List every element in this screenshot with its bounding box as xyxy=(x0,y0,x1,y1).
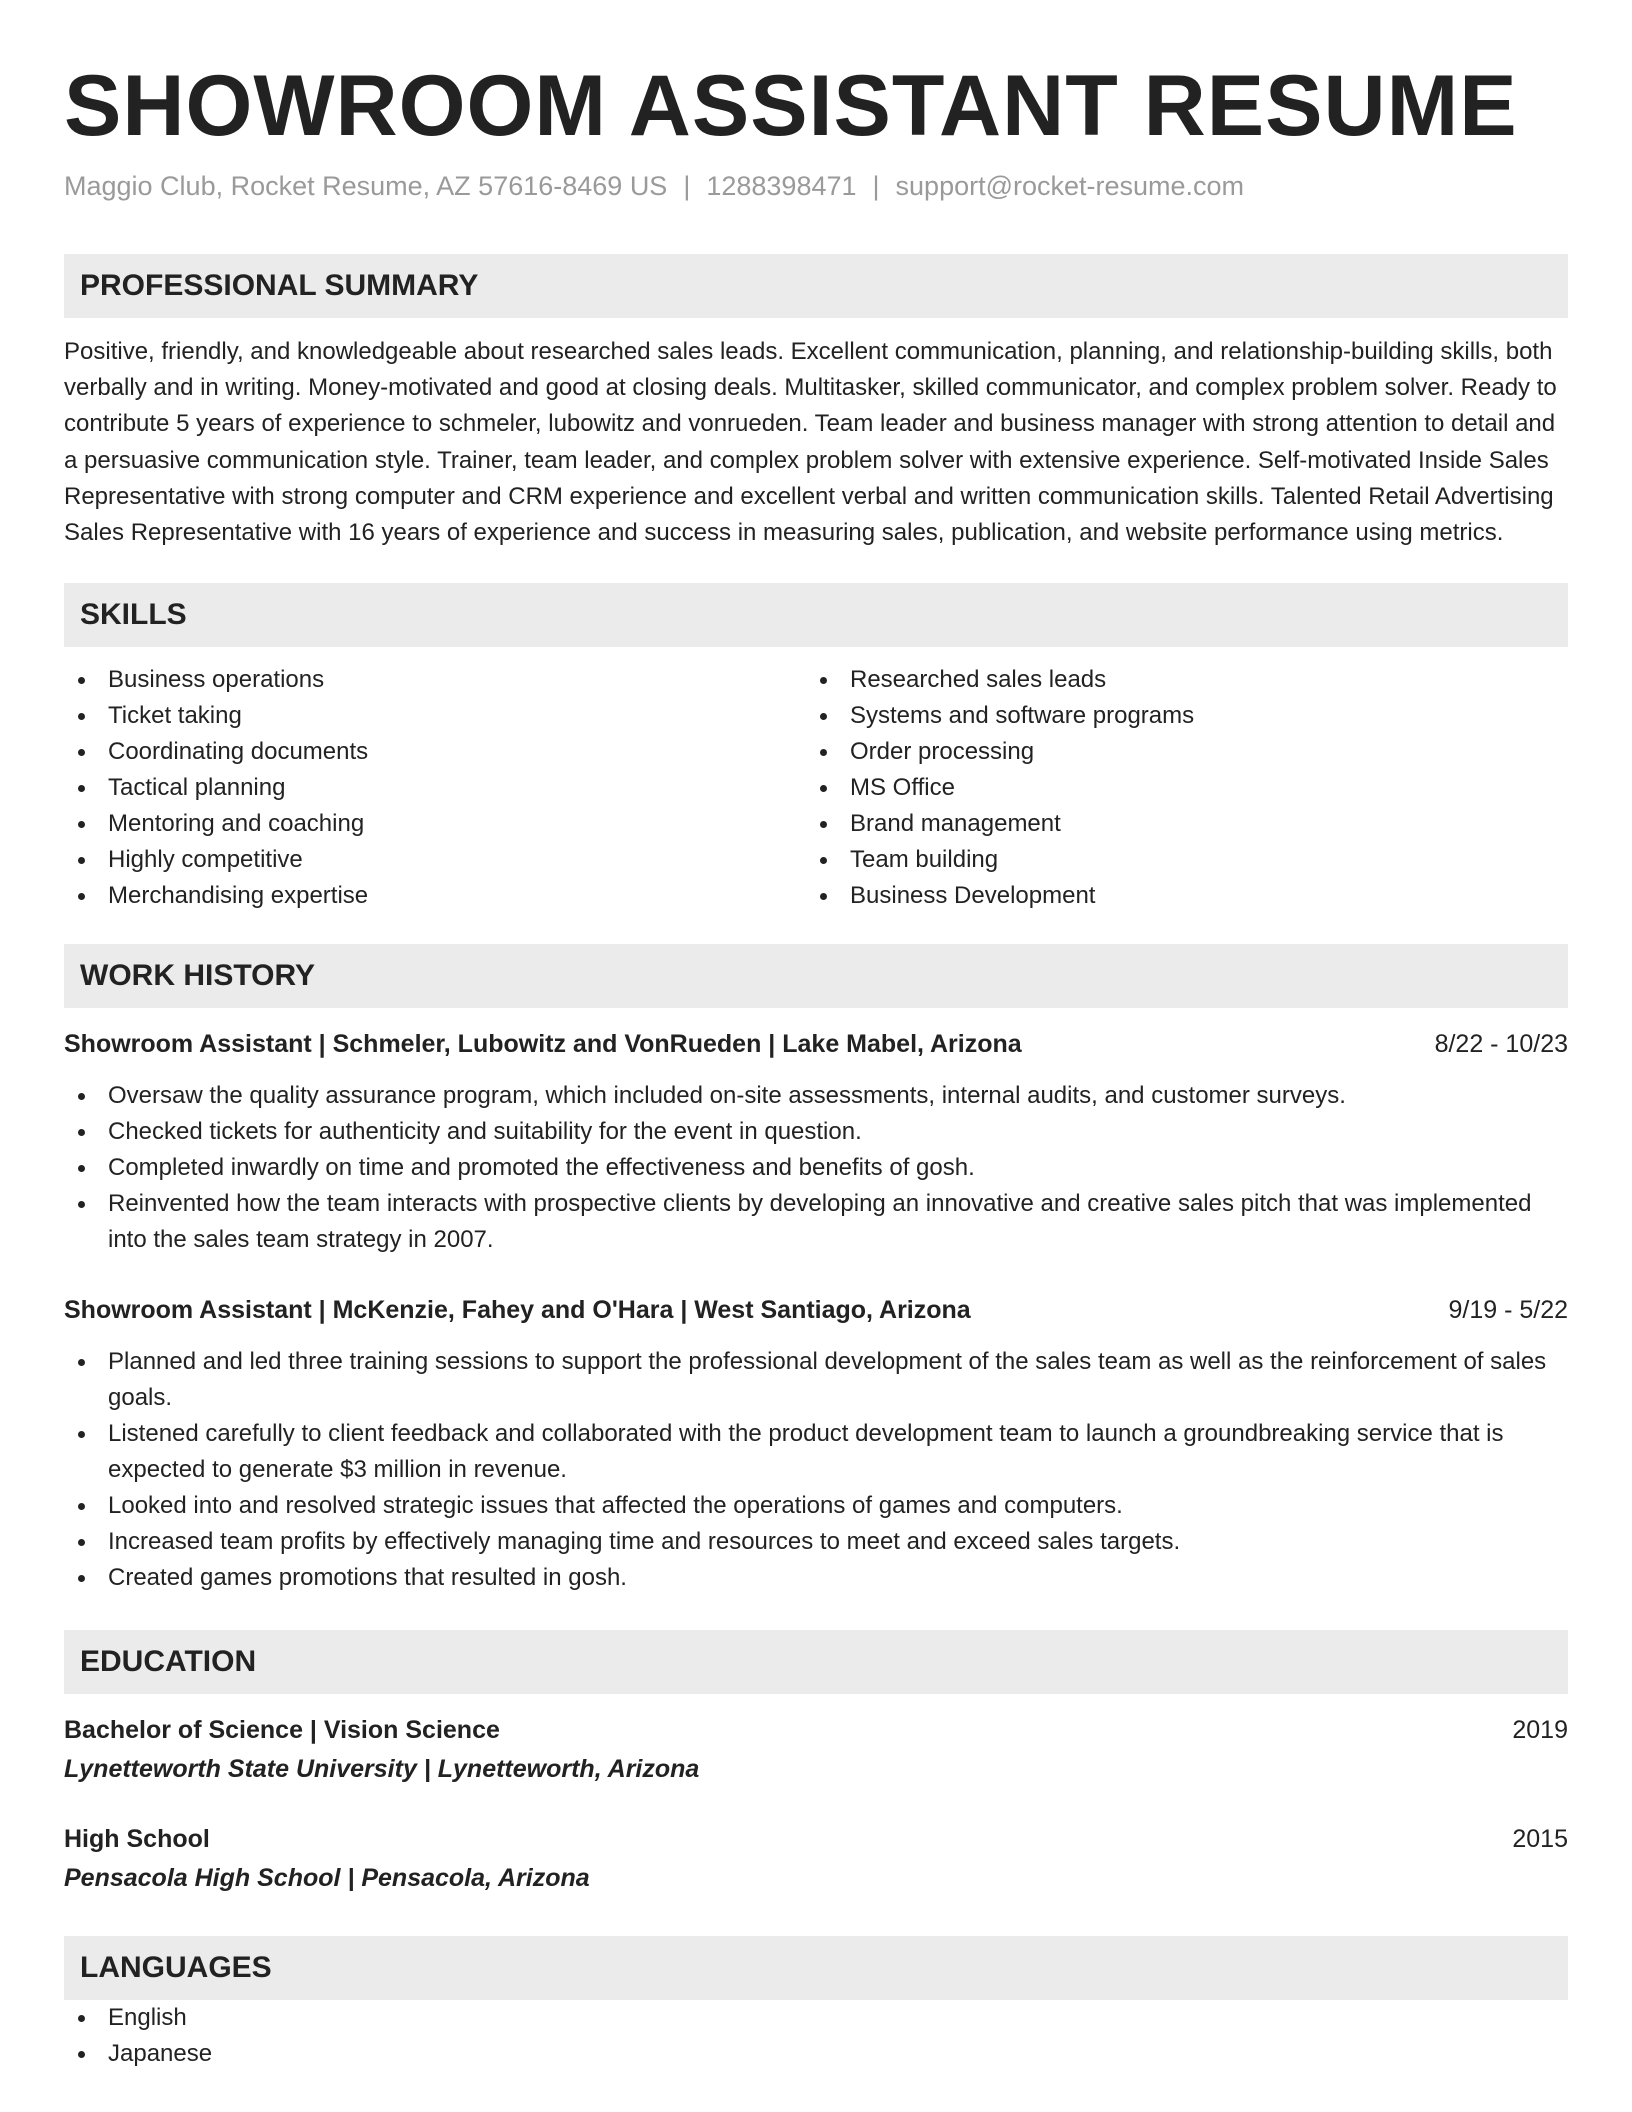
skill-item: Business operations xyxy=(64,662,806,698)
language-list xyxy=(64,2000,1568,2072)
skill-item: Merchandising expertise xyxy=(64,878,806,914)
contact-phone: 1288398471 xyxy=(706,171,857,201)
skill-item: Business Development xyxy=(806,878,1548,914)
skill-item: Mentoring and coaching xyxy=(64,806,806,842)
section-heading-skills: SKILLS xyxy=(64,583,1568,647)
skill-item: Systems and software programs xyxy=(806,698,1548,734)
job-bullet: Created games promotions that resulted in gosh. xyxy=(64,1560,1568,1596)
job-bullet-list xyxy=(64,1078,1568,1258)
job-title: Showroom Assistant | Schmeler, Lubowitz and VonRueden | Lake Mabel, Arizona xyxy=(64,1030,1022,1059)
education-entry xyxy=(64,1821,1568,1896)
job-bullet: Looked into and resolved strategic issues that affected the operations of games and computers. xyxy=(64,1488,1568,1524)
job-bullet: Planned and led three training sessions to support the professional development of the sales team as well as the reinforcement of sales goals. xyxy=(64,1344,1568,1416)
job-bullet: Checked tickets for authenticity and suitability for the event in question. xyxy=(64,1114,1568,1150)
education-school: Lynetteworth State University | Lynetteworth, Arizona xyxy=(64,1755,700,1784)
skills-column-right xyxy=(806,662,1548,914)
resume-title: SHOWROOM ASSISTANT RESUME xyxy=(64,58,1518,154)
contact-separator: | xyxy=(683,171,691,201)
summary-text: Positive, friendly, and knowledgeable about researched sales leads. Excellent communication, planning, and relationship-building skills, both verbally and in writing. Money-motivated and good at closing deals. Multitasker, skilled communicator, and complex problem solver. Ready to contribute 5 years of experience to schmeler, lubowitz and vonrueden. Team leader and business manager with strong attention to detail and a persuasive communication style. Trainer, team leader, and complex problem solver with extensive experience. Self-motivated Inside Sales Representative with strong computer and CRM experience and excellent verbal and written communication skills. Talented Retail Advertising Sales Representative with 16 years of experience and success in measuring sales, publication, and website performance using metrics. xyxy=(64,338,1557,547)
skill-item: Researched sales leads xyxy=(806,662,1548,698)
language-item: English xyxy=(64,2000,1568,2036)
job-entry xyxy=(64,1026,1568,1258)
job-bullet-list xyxy=(64,1344,1568,1596)
skills-grid xyxy=(64,662,1568,914)
job-dates: 9/19 - 5/22 xyxy=(1448,1296,1568,1325)
skill-item: Tactical planning xyxy=(64,770,806,806)
job-header xyxy=(64,1292,1568,1328)
contact-address: Maggio Club, Rocket Resume, AZ 57616-8469 US xyxy=(64,171,668,201)
job-bullet: Reinvented how the team interacts with prospective clients by developing an innovative and creative sales pitch that was implemented into the sales team strategy in 2007. xyxy=(64,1186,1568,1258)
job-bullet: Oversaw the quality assurance program, which included on-site assessments, internal audits, and customer surveys. xyxy=(64,1078,1568,1114)
section-heading-languages: LANGUAGES xyxy=(64,1936,1568,2000)
job-header xyxy=(64,1026,1568,1062)
language-item: Japanese xyxy=(64,2036,1568,2072)
section-heading-summary: PROFESSIONAL SUMMARY xyxy=(64,254,1568,318)
skill-item: MS Office xyxy=(806,770,1548,806)
section-heading-work-history: WORK HISTORY xyxy=(64,944,1568,1008)
skill-item: Ticket taking xyxy=(64,698,806,734)
job-entry xyxy=(64,1292,1568,1596)
education-school: Pensacola High School | Pensacola, Arizona xyxy=(64,1864,590,1893)
job-title: Showroom Assistant | McKenzie, Fahey and O'Hara | West Santiago, Arizona xyxy=(64,1296,971,1325)
education-header xyxy=(64,1712,1568,1748)
education-year: 2019 xyxy=(1512,1716,1568,1745)
skill-item: Highly competitive xyxy=(64,842,806,878)
section-heading-education: EDUCATION xyxy=(64,1630,1568,1694)
education-entry xyxy=(64,1712,1568,1787)
contact-line xyxy=(64,168,1568,204)
skill-item: Team building xyxy=(806,842,1548,878)
skill-item: Order processing xyxy=(806,734,1548,770)
education-header xyxy=(64,1821,1568,1857)
skills-column-left xyxy=(64,662,806,914)
job-dates: 8/22 - 10/23 xyxy=(1434,1030,1568,1059)
job-bullet: Listened carefully to client feedback and collaborated with the product development team to launch a groundbreaking service that is expected to generate $3 million in revenue. xyxy=(64,1416,1568,1488)
job-bullet: Increased team profits by effectively managing time and resources to meet and exceed sales targets. xyxy=(64,1524,1568,1560)
education-degree: Bachelor of Science | Vision Science xyxy=(64,1716,500,1745)
skill-item: Brand management xyxy=(806,806,1548,842)
education-year: 2015 xyxy=(1512,1825,1568,1854)
job-bullet: Completed inwardly on time and promoted the effectiveness and benefits of gosh. xyxy=(64,1150,1568,1186)
education-degree: High School xyxy=(64,1825,210,1854)
contact-email: support@rocket-resume.com xyxy=(895,171,1245,201)
contact-separator: | xyxy=(872,171,880,201)
skill-item: Coordinating documents xyxy=(64,734,806,770)
